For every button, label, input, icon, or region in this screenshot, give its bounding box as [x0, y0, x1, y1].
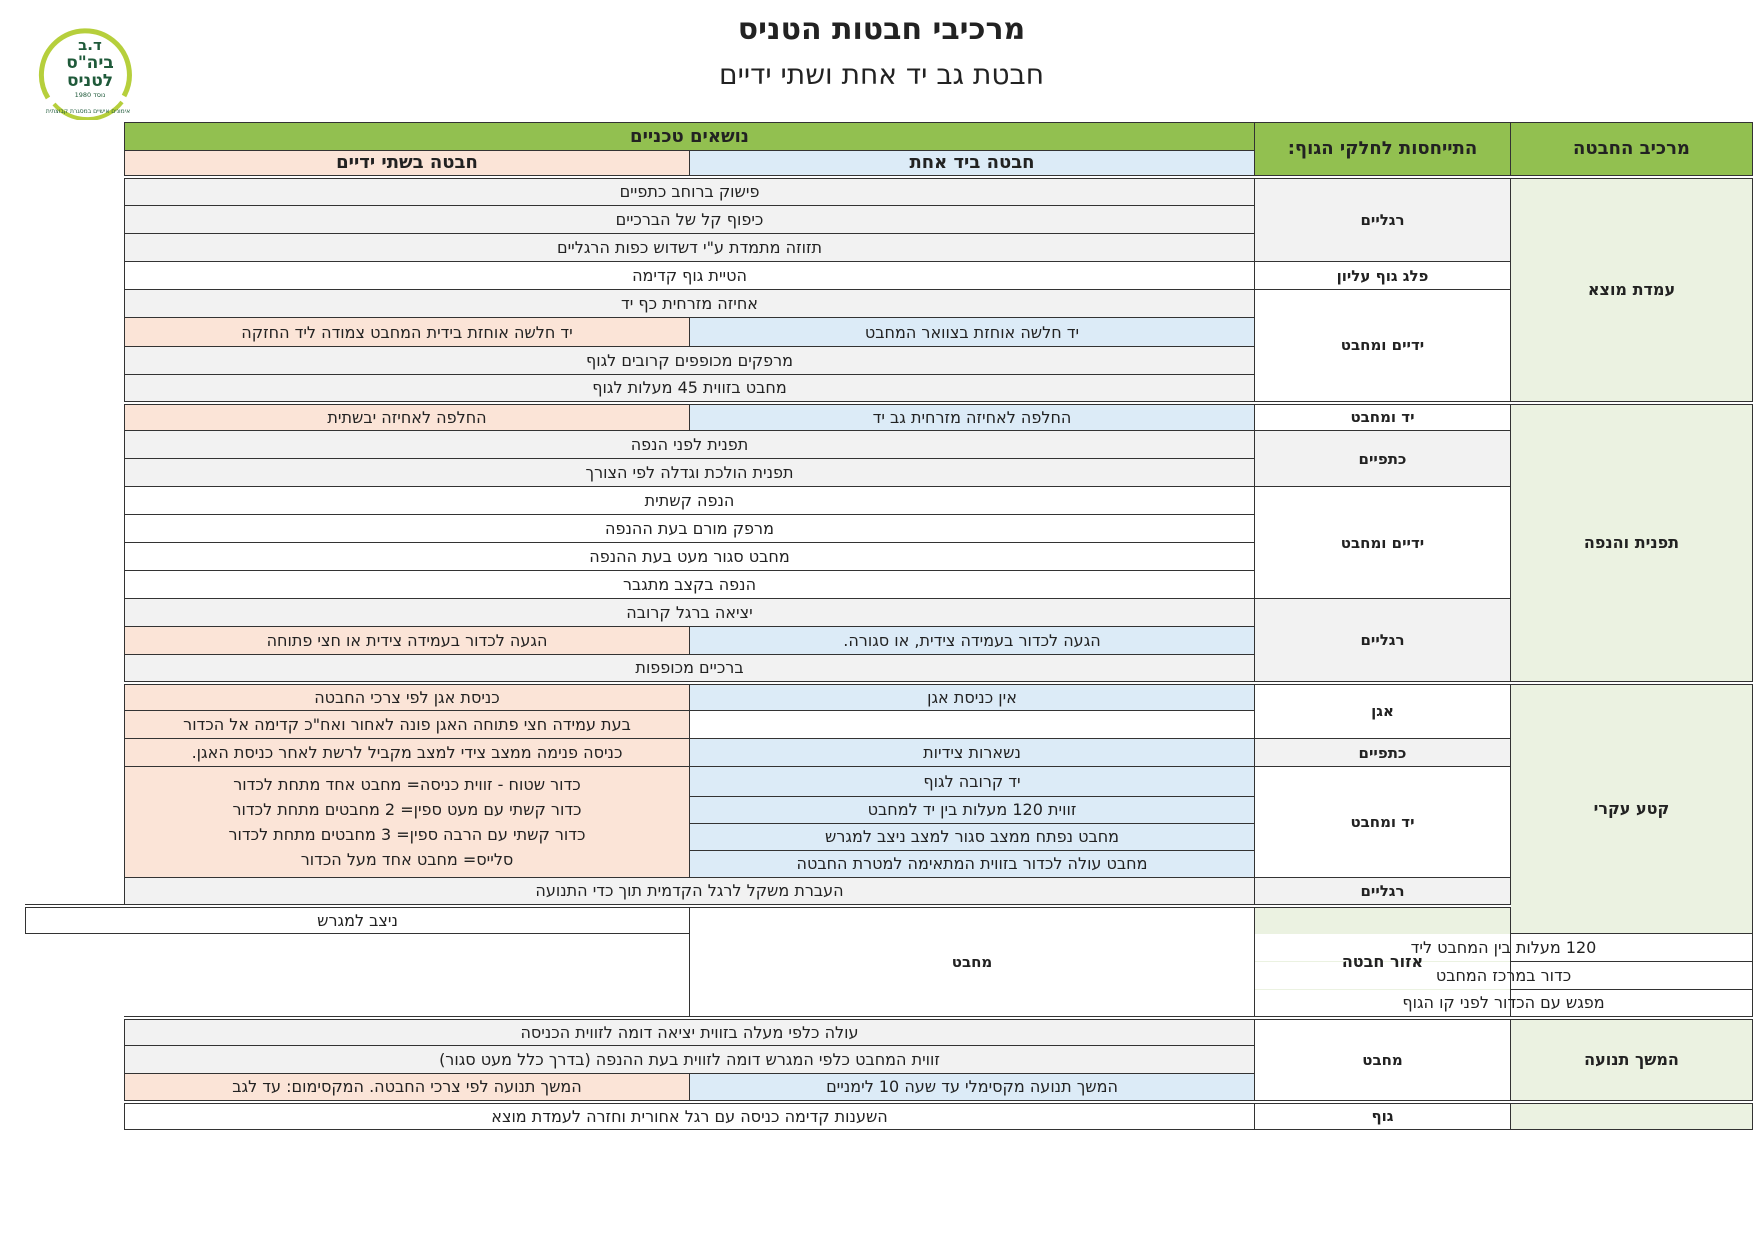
shared-cell: העברת משקל לרגל הקדמית תוך כדי התנועה	[125, 878, 1255, 906]
list-item: מחבט עולה לכדור בזווית המתאימה למטרת החבטה	[796, 853, 1148, 873]
page-subtitle: חבטת גב יד אחת ושתי ידיים	[718, 58, 1044, 91]
header-two-hand: חבטה בשתי ידיים	[125, 151, 690, 177]
body-part-cell: כתפיים	[1255, 739, 1511, 767]
one-hand-cell: נשארות צידיות	[690, 739, 1255, 767]
shared-cell: מרפקים מכופפים קרובים לגוף	[125, 347, 1255, 375]
shared-cell: תפנית הולכת וגדלה לפי הצורך	[125, 459, 1255, 487]
header-component: מרכיב החבטה	[1511, 123, 1753, 177]
component-cell: אזור חבטה	[1255, 906, 1511, 1018]
school-logo	[32, 18, 144, 120]
logo-line1: ד.ב	[78, 36, 102, 54]
table-row	[26, 739, 1753, 767]
strokes-table	[25, 122, 1753, 1130]
shared-cell: תזוזה מתמדת ע"י דשדוש כפות הרגליים	[125, 234, 1255, 262]
table-row	[26, 906, 1753, 934]
shared-cell: ברכיים מכופפות	[125, 655, 1255, 683]
body-part-cell: יד ומחבט	[1255, 767, 1511, 878]
header-technical: נושאים טכניים	[125, 123, 1255, 151]
logo-founded: נוסד 1980	[74, 91, 106, 99]
list-item: מחבט נפתח ממצב סגור למצב ניצב למגרש	[690, 824, 1254, 851]
shared-cell: הנפה בקצב מתגבר	[125, 571, 1255, 599]
logo-tagline: אימונים אישיים במסגרת קבוצתית	[45, 108, 131, 115]
shared-cell: השענות קדימה כניסה עם רגל אחורית וחזרה לעמדת מוצא	[125, 1102, 1255, 1130]
two-hand-cell: החלפה לאחיזה יבשתית	[125, 403, 690, 431]
one-hand-cell: הגעה לכדור בעמידה צידית, או סגורה.	[690, 627, 1255, 655]
logo-line2: ביה"ס	[66, 53, 114, 73]
component-cell: המשך תנועה	[1511, 1018, 1753, 1102]
shared-cell: 120 מעלות בין המחבט ליד	[1255, 934, 1753, 962]
two-hand-cell: המשך תנועה לפי צרכי החבטה. המקסימום: עד לגב	[125, 1074, 690, 1102]
one-hand-list-cell	[690, 767, 1255, 878]
table-header-row	[26, 123, 1753, 151]
shared-cell: פישוק ברוחב כתפיים	[125, 177, 1255, 206]
table-row	[26, 683, 1753, 711]
table-row	[26, 767, 1753, 878]
two-hand-cell: בעת עמידה חצי פתוחה האגן פונה לאחור ואח"כ קדימה אל הכדור	[125, 711, 690, 739]
shared-cell: תפנית לפני הנפה	[125, 431, 1255, 459]
body-part-cell: רגליים	[1255, 878, 1511, 906]
one-hand-cell: אין כניסת אגן	[690, 683, 1255, 711]
one-hand-cell: המשך תנועה מקסימלי עד שעה 10 לימניים	[690, 1074, 1255, 1102]
body-part-cell: ידיים ומחבט	[1255, 487, 1511, 599]
table-row	[26, 177, 1753, 206]
table-row	[26, 1018, 1753, 1046]
list-item: כדור קשתי עם הרבה ספין= 3 מחבטים מתחת לכדור	[228, 825, 586, 844]
table-row	[26, 1102, 1753, 1130]
body-part-cell: מחבט	[690, 906, 1255, 1018]
two-hand-list-cell	[125, 767, 690, 878]
component-cell-empty	[1511, 1102, 1753, 1130]
page-title: מרכיבי חבטות הטניס	[737, 12, 1026, 47]
header-body-parts: התייחסות לחלקי הגוף:	[1255, 123, 1511, 177]
table-row	[26, 878, 1753, 906]
shared-cell: מרפק מורם בעת ההנפה	[125, 515, 1255, 543]
shared-cell: כיפוף קל של הברכיים	[125, 206, 1255, 234]
shared-cell: מחבט סגור מעט בעת ההנפה	[125, 543, 1255, 571]
list-item: זווית 120 מעלות בין יד למחבט	[690, 797, 1254, 824]
shared-cell: זווית המחבט כלפי המגרש דומה לזווית בעת ההנפה (בדרך כלל מעט סגור)	[125, 1046, 1255, 1074]
list-item: כדור שטוח - זווית כניסה= מחבט אחד מתחת לכדור	[233, 775, 581, 794]
table-row	[26, 403, 1753, 431]
shared-cell: עולה כלפי מעלה בזווית יציאה דומה לזווית הכניסה	[125, 1018, 1255, 1046]
body-part-cell: גוף	[1255, 1102, 1511, 1130]
shared-cell: כדור במרכז המחבט	[1255, 962, 1753, 990]
body-part-cell: יד ומחבט	[1255, 403, 1511, 431]
one-hand-cell-empty	[690, 711, 1255, 739]
list-item: יד קרובה לגוף	[690, 768, 1254, 797]
body-part-cell: ידיים ומחבט	[1255, 290, 1511, 403]
component-cell: קטע עקרי	[1511, 683, 1753, 934]
header-one-hand: חבטה ביד אחת	[690, 151, 1255, 177]
body-part-cell: אגן	[1255, 683, 1511, 739]
strokes-table-wrapper	[25, 122, 1753, 1248]
two-hand-cell: יד חלשה אוחזת בידית המחבט צמודה ליד החזקה	[125, 318, 690, 347]
shared-cell: מפגש עם הכדור לפני קו הגוף	[1255, 990, 1753, 1018]
two-hand-cell: כניסת אגן לפי צרכי החבטה	[125, 683, 690, 711]
shared-cell: ניצב למגרש	[26, 906, 690, 934]
shared-cell: הנפה קשתית	[125, 487, 1255, 515]
two-hand-cell: כניסה פנימה ממצב צידי למצב מקביל לרשת לאחר כניסת האגן.	[125, 739, 690, 767]
shared-cell: אחיזה מזרחית כף יד	[125, 290, 1255, 318]
shared-cell: יציאה ברגל קרובה	[125, 599, 1255, 627]
body-part-cell: פלג גוף עליון	[1255, 262, 1511, 290]
table-row	[26, 599, 1753, 627]
table-row	[26, 262, 1753, 290]
list-item: סלייס= מחבט אחד מעל הכדור	[300, 850, 514, 869]
logo-line3: לטניס	[66, 71, 114, 91]
one-hand-cell: יד חלשה אוחזת בצוואר המחבט	[690, 318, 1255, 347]
two-hand-cell: הגעה לכדור בעמידה צידית או חצי פתוחה	[125, 627, 690, 655]
shared-cell: מחבט בזווית 45 מעלות לגוף	[125, 375, 1255, 403]
body-part-cell: רגליים	[1255, 599, 1511, 683]
body-part-cell: מחבט	[1255, 1018, 1511, 1102]
table-row	[26, 431, 1753, 459]
table-row	[26, 290, 1753, 318]
list-item: כדור קשתי עם מעט ספין= 2 מחבטים מתחת לכדור	[232, 800, 582, 819]
component-cell: עמדת מוצא	[1511, 177, 1753, 403]
one-hand-cell: החלפה לאחיזה מזרחית גב יד	[690, 403, 1255, 431]
component-cell: תפנית והנפה	[1511, 403, 1753, 683]
table-row	[26, 487, 1753, 515]
body-part-cell: כתפיים	[1255, 431, 1511, 487]
shared-cell: הטיית גוף קדימה	[125, 262, 1255, 290]
body-part-cell: רגליים	[1255, 177, 1511, 262]
